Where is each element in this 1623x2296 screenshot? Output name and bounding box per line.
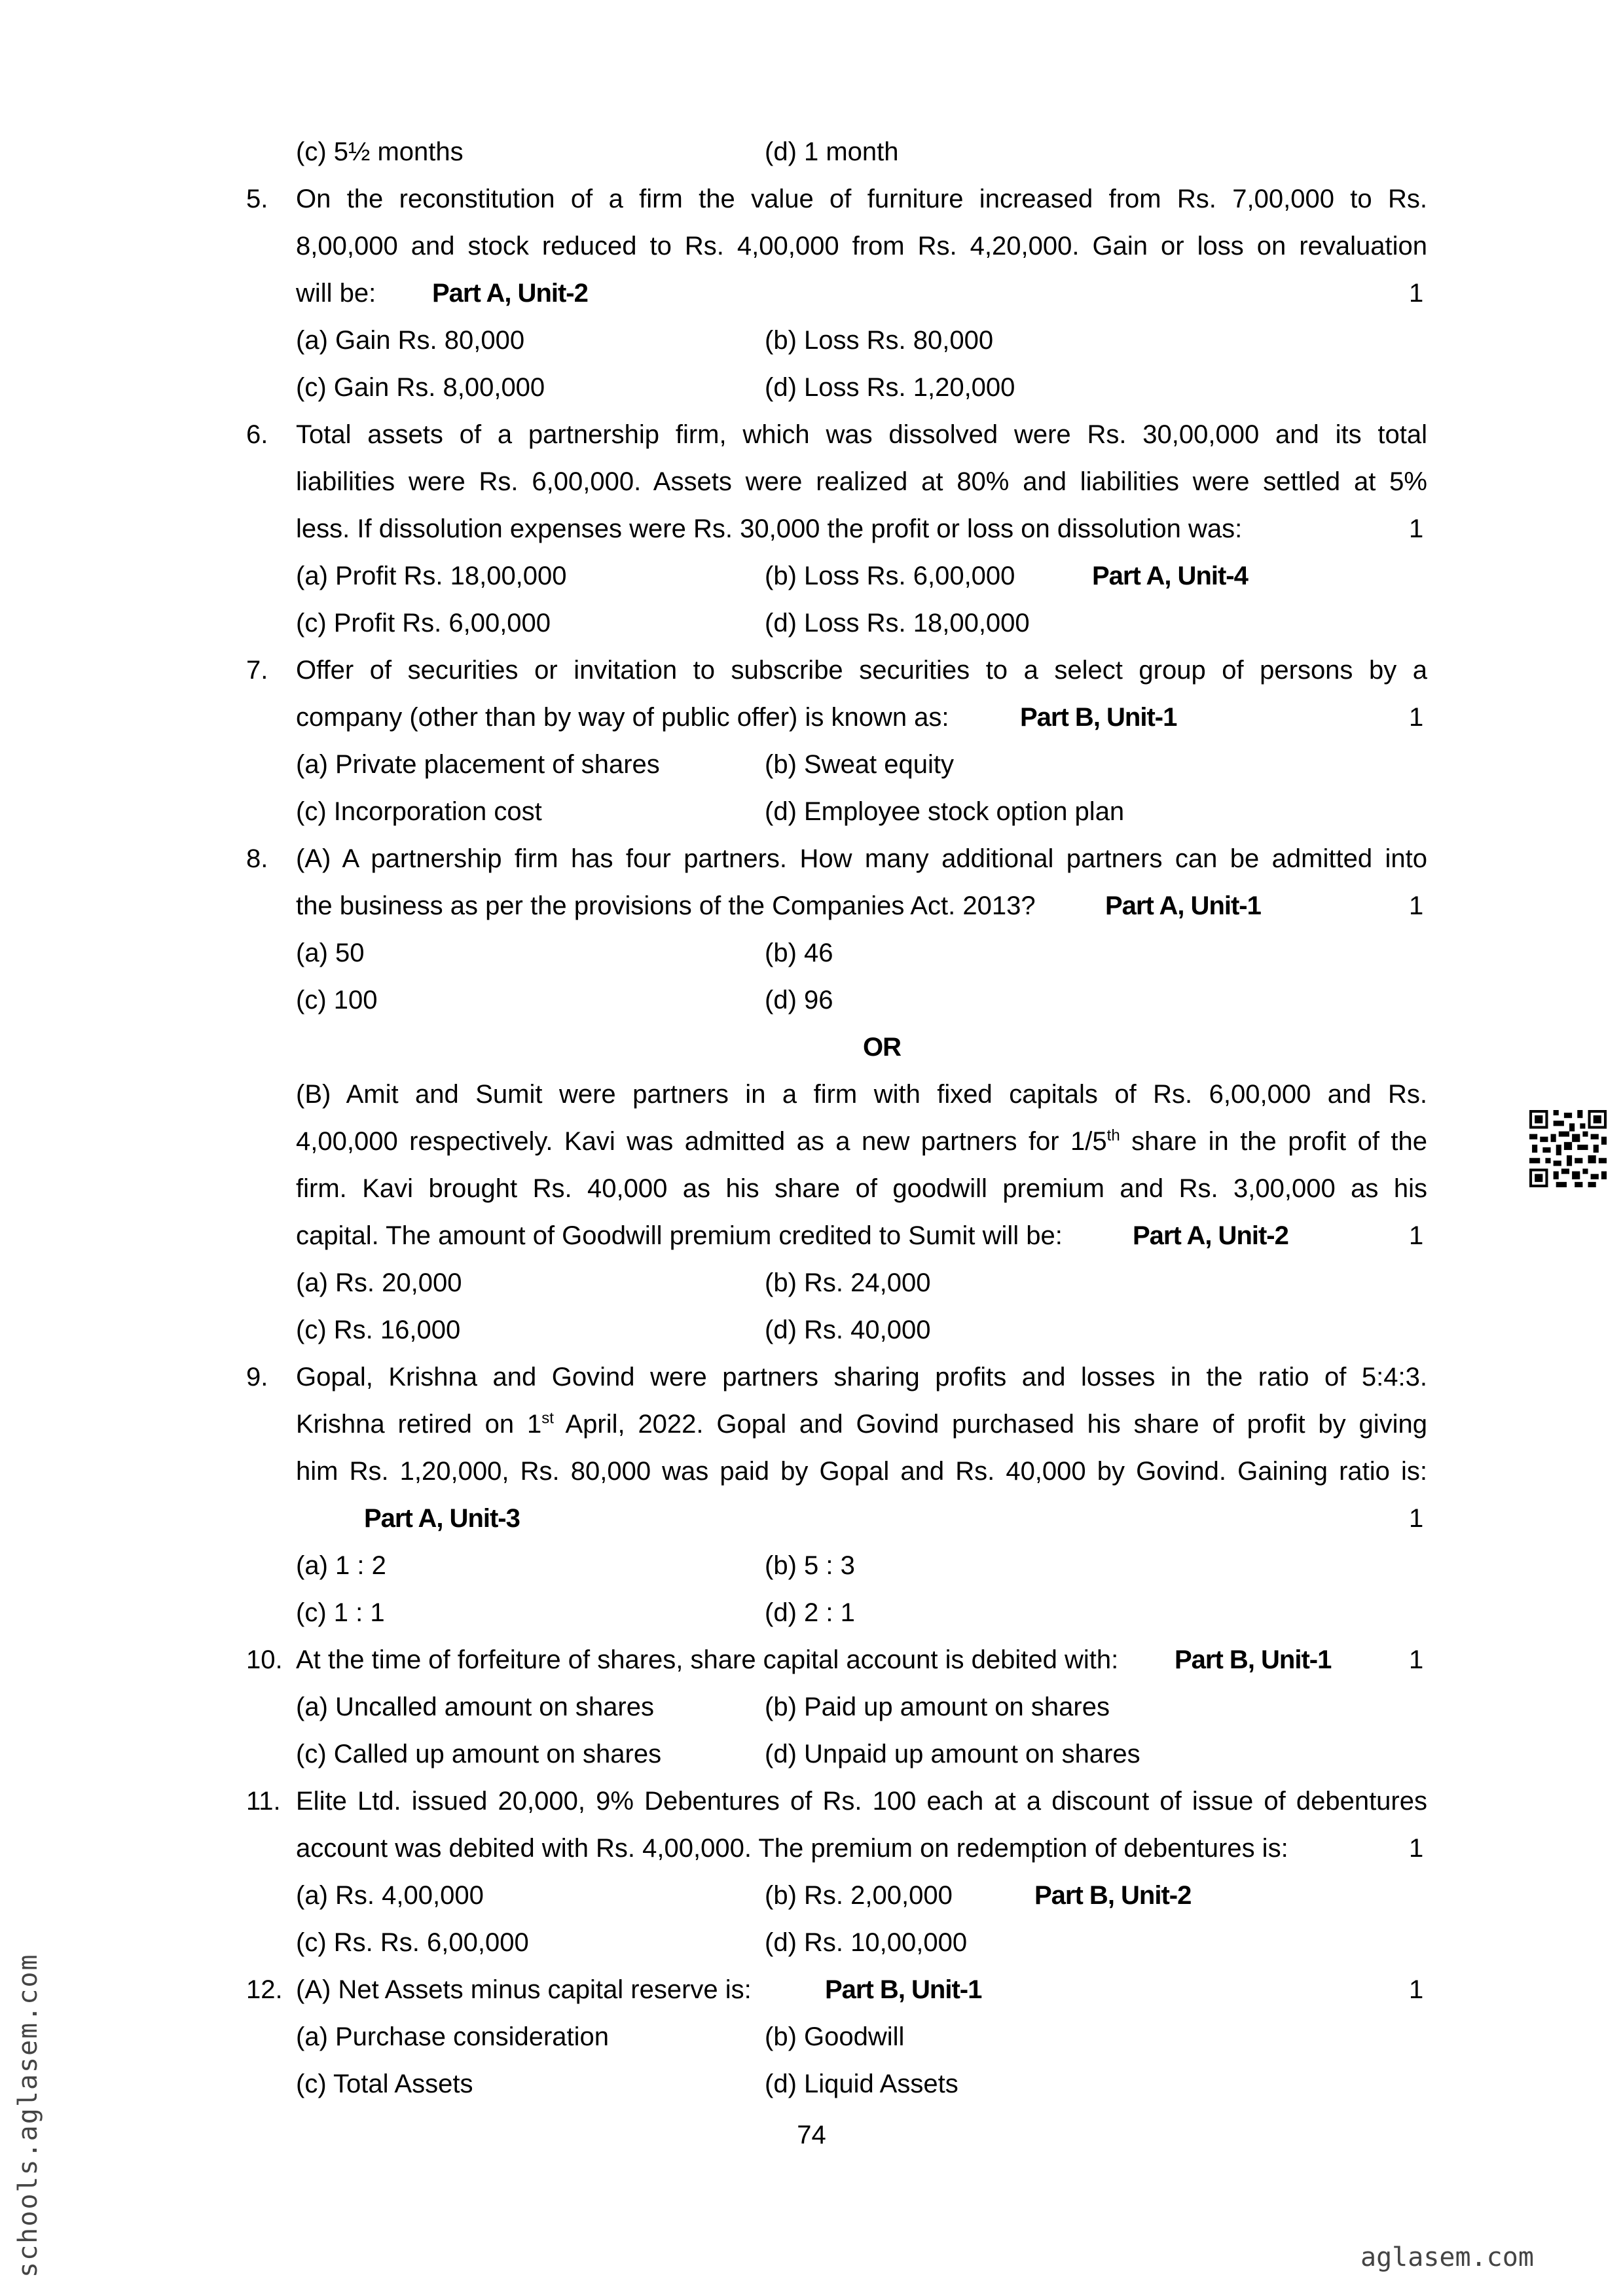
q8-unit-tag: Part A, Unit-1	[1105, 891, 1261, 920]
q12-option-d: (d) Liquid Assets	[765, 2070, 958, 2098]
q5-marks: 1	[1409, 279, 1424, 308]
q5-option-a: (a) Gain Rs. 80,000	[296, 326, 525, 355]
q6-text-line-1: Total assets of a partnership firm, which was dissolved were Rs. 30,00,000 and its total	[296, 420, 1427, 449]
q5-unit-tag: Part A, Unit-2	[432, 279, 588, 308]
q5-option-b: (b) Loss Rs. 80,000	[765, 326, 994, 355]
q5-option-c: (c) Gain Rs. 8,00,000	[296, 373, 545, 402]
q7-marks: 1	[1409, 703, 1424, 732]
q8-text-line-2: the business as per the provisions of the Companies Act. 2013?	[296, 891, 1036, 920]
q12-option-b: (b) Goodwill	[765, 2022, 905, 2051]
q8-option-d: (d) 96	[765, 986, 833, 1014]
q8-marks: 1	[1409, 891, 1424, 920]
q8-text-line-1: (A) A partnership firm has four partners. How many additional partners can be admitted into	[296, 844, 1427, 873]
q5-number: 5.	[246, 185, 268, 213]
q12-option-a: (a) Purchase consideration	[296, 2022, 610, 2051]
q12-number: 12.	[246, 1975, 283, 2004]
q9-option-d: (d) 2 : 1	[765, 1598, 855, 1627]
q9-superscript: st	[541, 1409, 554, 1427]
q9-option-b: (b) 5 : 3	[765, 1551, 855, 1580]
q10-marks: 1	[1409, 1645, 1424, 1674]
q7-option-d: (d) Employee stock option plan	[765, 797, 1125, 826]
q6-text-line-2: liabilities were Rs. 6,00,000. Assets were realized at 80% and liabilities were settled at 5%	[296, 467, 1427, 496]
q4-option-d: (d) 1 month	[765, 137, 899, 166]
q12-option-c: (c) Total Assets	[296, 2070, 473, 2098]
q8b-text-line-2a: 4,00,000 respectively. Kavi was admitted as a new partners for 1/5	[296, 1127, 1107, 1156]
q8b-marks: 1	[1409, 1221, 1424, 1250]
q8-option-a: (a) 50	[296, 939, 365, 967]
q7-text-line-2: company (other than by way of public offer) is known as:	[296, 703, 949, 732]
q9-unit-tag: Part A, Unit-3	[364, 1504, 520, 1533]
q7-unit-tag: Part B, Unit-1	[1020, 703, 1177, 732]
q8b-option-a: (a) Rs. 20,000	[296, 1268, 462, 1297]
q8b-superscript: th	[1106, 1126, 1120, 1145]
q8b-unit-tag: Part A, Unit-2	[1133, 1221, 1288, 1250]
page-number: 74	[797, 2121, 826, 2149]
q8b-text-line-4: capital. The amount of Goodwill premium credited to Sumit will be:	[296, 1221, 1063, 1250]
q11-text-line-2: account was debited with Rs. 4,00,000. The premium on redemption of debentures is:	[296, 1834, 1288, 1863]
q9-text-line-2a: Krishna retired on 1	[296, 1410, 542, 1439]
q11-option-b: (b) Rs. 2,00,000	[765, 1881, 953, 1910]
q7-option-b: (b) Sweat equity	[765, 750, 955, 779]
q8-option-c: (c) 100	[296, 986, 378, 1014]
q6-option-c: (c) Profit Rs. 6,00,000	[296, 609, 551, 637]
q5-text-line-1: On the reconstitution of a firm the value of furniture increased from Rs. 7,00,000 to Rs.	[296, 185, 1427, 213]
q6-marks: 1	[1409, 514, 1424, 543]
q8-or-label: OR	[863, 1033, 901, 1062]
q11-option-c: (c) Rs. Rs. 6,00,000	[296, 1928, 529, 1957]
q6-unit-tag: Part A, Unit-4	[1092, 562, 1248, 590]
q11-unit-tag: Part B, Unit-2	[1034, 1881, 1192, 1910]
q10-number: 10.	[246, 1645, 283, 1674]
q8-number: 8.	[246, 844, 268, 873]
q8-option-b: (b) 46	[765, 939, 833, 967]
q11-marks: 1	[1409, 1834, 1424, 1863]
q8b-text-line-2	[296, 1118, 1427, 1165]
q6-text-line-3: less. If dissolution expenses were Rs. 30,000 the profit or loss on dissolution was:	[296, 514, 1243, 543]
q5-text-line-2: 8,00,000 and stock reduced to Rs. 4,00,000 from Rs. 4,20,000. Gain or loss on revaluation	[296, 232, 1427, 260]
q10-unit-tag: Part B, Unit-1	[1175, 1645, 1332, 1674]
watermark-left: schools.aglasem.com	[13, 1953, 43, 2278]
q9-option-c: (c) 1 : 1	[296, 1598, 385, 1627]
q11-number: 11.	[246, 1787, 281, 1816]
q6-number: 6.	[246, 420, 268, 449]
q10-option-a: (a) Uncalled amount on shares	[296, 1693, 654, 1721]
q11-option-d: (d) Rs. 10,00,000	[765, 1928, 968, 1957]
q6-option-b: (b) Loss Rs. 6,00,000	[765, 562, 1015, 590]
q8b-text-line-2b: share in the profit of the	[1120, 1127, 1427, 1156]
q8b-option-c: (c) Rs. 16,000	[296, 1316, 461, 1344]
q10-option-d: (d) Unpaid up amount on shares	[765, 1740, 1140, 1768]
q6-option-d: (d) Loss Rs. 18,00,000	[765, 609, 1030, 637]
q11-text-line-1: Elite Ltd. issued 20,000, 9% Debentures of Rs. 100 each at a discount of issue of debentures	[296, 1787, 1427, 1816]
q10-option-b: (b) Paid up amount on shares	[765, 1693, 1110, 1721]
watermark-right: aglasem.com	[1360, 2242, 1534, 2272]
q7-option-a: (a) Private placement of shares	[296, 750, 660, 779]
q9-marks: 1	[1409, 1504, 1424, 1533]
q12-text-line-1: (A) Net Assets minus capital reserve is:	[296, 1975, 752, 2004]
q4-option-c: (c) 5½ months	[296, 137, 464, 166]
q12-unit-tag: Part B, Unit-1	[825, 1975, 982, 2004]
q10-text-line-1: At the time of forfeiture of shares, share capital account is debited with:	[296, 1645, 1119, 1674]
q7-option-c: (c) Incorporation cost	[296, 797, 542, 826]
q5-text-line-3: will be:	[296, 279, 376, 308]
q9-text-line-2b: April, 2022. Gopal and Govind purchased his share of profit by giving	[553, 1410, 1427, 1439]
q7-number: 7.	[246, 656, 268, 685]
q8b-text-line-3: firm. Kavi brought Rs. 40,000 as his share of goodwill premium and Rs. 3,00,000 as his	[296, 1174, 1427, 1203]
q12-marks: 1	[1409, 1975, 1424, 2004]
q6-option-a: (a) Profit Rs. 18,00,000	[296, 562, 567, 590]
q8b-option-b: (b) Rs. 24,000	[765, 1268, 931, 1297]
q9-text-line-1: Gopal, Krishna and Govind were partners sharing profits and losses in the ratio of 5:4:3.	[296, 1363, 1427, 1391]
q9-number: 9.	[246, 1363, 268, 1391]
q9-option-a: (a) 1 : 2	[296, 1551, 386, 1580]
q8b-text-line-1: (B) Amit and Sumit were partners in a firm with fixed capitals of Rs. 6,00,000 and Rs.	[296, 1080, 1427, 1109]
q10-option-c: (c) Called up amount on shares	[296, 1740, 662, 1768]
q11-option-a: (a) Rs. 4,00,000	[296, 1881, 484, 1910]
q9-text-line-2	[296, 1401, 1427, 1448]
q5-option-d: (d) Loss Rs. 1,20,000	[765, 373, 1015, 402]
q9-text-line-3: him Rs. 1,20,000, Rs. 80,000 was paid by Gopal and Rs. 40,000 by Govind. Gaining ratio is:	[296, 1457, 1427, 1486]
q7-text-line-1: Offer of securities or invitation to subscribe securities to a select group of persons by a	[296, 656, 1427, 685]
qr-code-icon	[1529, 1110, 1607, 1187]
q8b-option-d: (d) Rs. 40,000	[765, 1316, 931, 1344]
